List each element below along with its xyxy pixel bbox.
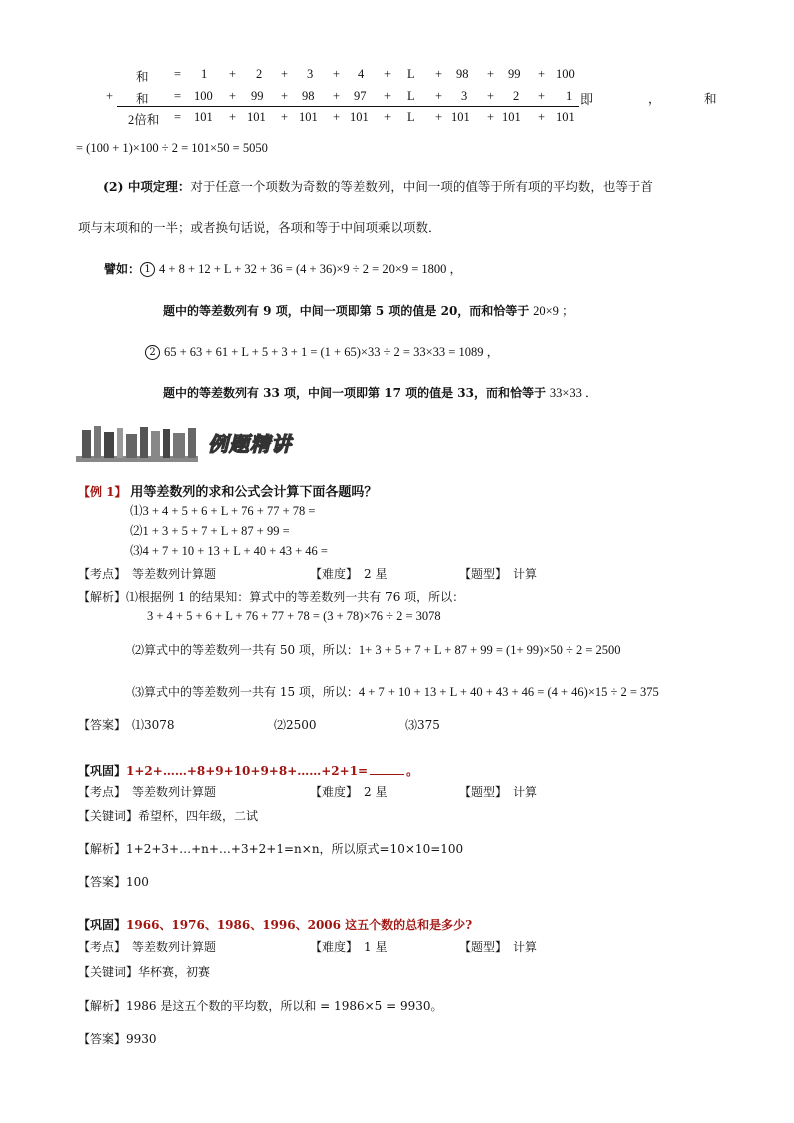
example-label: 譬如： [104,262,141,276]
daan-tag: 【答案】 [78,718,127,732]
example1-item-2: ⑵1 + 3 + 5 + 7 + L + 87 + 99 = [130,524,290,538]
example-note-1-math: 20×9 ； [533,304,575,318]
example1-jiexi-1 [78,588,464,605]
sum-cell: 101 [194,110,213,124]
theorem-label: (2) 中项定理： [103,179,191,194]
answer-blank [370,764,404,775]
nandu-value: 2 星 [364,567,388,581]
sum-cell: L [407,110,415,124]
example1-tag: 【例 1】 [78,485,127,499]
sum-result: = (100 + 1)×100 ÷ 2 = 101×50 = 5050 [76,141,268,155]
sum-divider [117,106,579,107]
theorem-line-2: 项与末项和的一半；或者换句话说，各项和等于中间项乘以项数． [78,220,441,235]
example-note-2-math: 33×33 ． [549,386,598,400]
jiexi-text-2: ⑵算式中的等差数列一共有 50 项，所以： [132,643,359,657]
sum-cell: + [229,67,237,81]
sum-cell: 98 [456,67,469,81]
sum-cell: 101 [451,110,470,124]
sum-cell: 101 [247,110,266,124]
sum-cell: + [333,67,341,81]
gonggu2-jiexi [78,997,443,1014]
example1-jiexi-eq-1: 3 + 4 + 5 + 6 + L + 76 + 77 + 78 = (3 + 78)×76 ÷ 2 = 3078 [147,609,441,623]
tixing-value: 计算 [513,567,538,581]
sum-cell: + [106,89,114,103]
example-eq-2: 65 + 63 + 61 + L + 5 + 3 + 1 = (1 + 65)×33 ÷ 2 = 33×33 = 1089 ， [164,345,500,359]
daan-value-1: ⑴3078 [132,718,175,732]
jiexi-eq-2: 1+ 3 + 5 + 7 + L + 87 + 99 = (1+ 99)×50 ÷ 2 = 2500 [358,643,621,657]
sum-cell: 2倍和 [128,113,160,127]
jiexi-text-1: ⑴根据例 1 的结果知：算式中的等差数列一共有 76 项，所以： [126,590,465,604]
sum-cell: = [174,89,182,103]
gonggu2-answer [78,1030,157,1047]
sum-cell: L [407,89,415,103]
gonggu2-meta [78,938,678,954]
guanjian-tag: 【关键词】 [78,965,139,979]
sum-row-3 [0,110,794,126]
sum-cell: 101 [350,110,369,124]
sum-cell: 和 [136,70,149,84]
gonggu2-keywords [78,963,210,980]
gonggu1-keywords [78,807,258,824]
sum-cell: 2 [256,67,263,81]
sum-cell: + [384,110,392,124]
theorem-text-1: 对于任意一个项数为奇数的等差数列，中间一项的值等于所有项的平均数，也等于首 [190,179,653,194]
jiexi-value: 1986 是这五个数的平均数，所以和 = 1986×5 = 9930。 [126,999,443,1013]
nandu-value: 1 星 [364,940,388,954]
tixing-value: 计算 [513,940,538,954]
jiexi-text-3: ⑶算式中的等差数列一共有 15 项，所以： [132,685,359,699]
example-note-1 [163,301,575,319]
sum-cell: = [174,110,182,124]
sum-cell: 98 [302,89,315,103]
sum-cell: 101 [502,110,521,124]
example1-item-3: ⑶4 + 7 + 10 + 13 + L + 40 + 43 + 46 = [130,544,328,558]
nandu-tag: 【难度】 [310,940,359,954]
circle-one-icon: 1 [140,262,155,277]
jiexi-eq-3: 4 + 7 + 10 + 13 + L + 40 + 43 + 46 = (4 + 46)×15 ÷ 2 = 375 [358,685,659,699]
nandu-value: 2 星 [364,785,388,799]
sum-cell: 99 [508,67,521,81]
gonggu1-question-line [78,762,418,779]
sum-cell: + [229,89,237,103]
gonggu1-tag: 【巩固】 [78,764,127,778]
kaodian-tag: 【考点】 [78,940,127,954]
gonggu2-question: 1966、1976、1986、1996、2006 这五个数的总和是多少? [126,918,473,932]
guanjian-value: 希望杯，四年级，二试 [138,809,259,823]
sum-cell: + [384,89,392,103]
sum-cell: + [538,110,546,124]
daan-value-3: ⑶375 [405,718,440,732]
example1-answer [78,716,678,732]
sum-cell: 101 [556,110,575,124]
tixing-value: 计算 [513,785,538,799]
sum-cell: + [487,67,495,81]
kaodian-value: 等差数列计算题 [132,567,217,581]
sum-row-2 [0,89,794,108]
sum-cell: 2 [513,89,520,103]
sum-comma: ， [648,92,661,106]
daan-tag: 【答案】 [78,1032,127,1046]
sum-cell: + [435,110,443,124]
example-note-2 [163,383,598,401]
gonggu2-question-line [78,916,472,933]
kaodian-value: 等差数列计算题 [132,785,217,799]
example1-meta [78,565,678,581]
example1-jiexi-3 [132,683,659,700]
jiexi-tag: 【解析】 [78,999,127,1013]
sum-cell: 100 [556,67,575,81]
example-line-1 [104,259,462,277]
daan-value-2: ⑵2500 [274,718,317,732]
tixing-tag: 【题型】 [459,940,508,954]
example1-question: 用等差数列的求和公式会计算下面各题吗？ [130,485,378,500]
kaodian-tag: 【考点】 [78,785,127,799]
example1-jiexi-2 [132,641,621,658]
gonggu1-meta [78,783,678,799]
tixing-tag: 【题型】 [459,567,508,581]
sum-cell: + [538,67,546,81]
example-note-1-text: 题中的等差数列有 9 项，中间一项即第 5 项的值是 20，而和恰等于 [163,304,530,318]
example-note-2-text: 题中的等差数列有 33 项，中间一项即第 17 项的值是 33，而和恰等于 [163,386,546,400]
gonggu1-question-end: 。 [406,764,419,778]
sum-cell: + [281,110,289,124]
sum-cell: 1 [566,89,573,103]
sum-tail: 即 [580,93,594,108]
sum-cell: L [407,67,415,81]
sum-row-1 [0,67,794,83]
kaodian-tag: 【考点】 [78,567,127,581]
guanjian-value: 华杯赛，初赛 [138,965,211,979]
sum-cell: 100 [194,89,213,103]
section-banner [76,424,316,464]
gonggu1-jiexi [78,840,463,857]
daan-value: 9930 [126,1032,157,1046]
sum-cell: + [281,89,289,103]
sum-cell: 3 [461,89,468,103]
sum-cell: + [281,67,289,81]
gonggu1-question: 1+2+……+8+9+10+9+8+……+2+1= [126,764,369,778]
daan-tag: 【答案】 [78,875,127,889]
gonggu2-tag: 【巩固】 [78,918,127,932]
sum-cell: 3 [307,67,314,81]
sum-cell: + [487,110,495,124]
example1-item-1: ⑴3 + 4 + 5 + 6 + L + 76 + 77 + 78 = [130,504,316,518]
sum-cell: + [333,89,341,103]
sum-cell: 99 [251,89,264,103]
banner-title: 例题精讲 [208,432,292,456]
example1-question-line [78,481,377,500]
nandu-tag: 【难度】 [310,567,359,581]
sum-cell: + [229,110,237,124]
example-eq-1: 4 + 8 + 12 + L + 32 + 36 = (4 + 36)×9 ÷ 2 = 20×9 = 1800 ， [159,262,463,276]
tixing-tag: 【题型】 [459,785,508,799]
sum-cell: = [174,67,182,81]
sum-cell: 101 [299,110,318,124]
sum-cell: + [435,67,443,81]
sum-he: 和 [704,92,717,106]
sum-cell: + [384,67,392,81]
sum-cell: 和 [136,92,149,106]
circle-two-icon: 2 [145,345,160,360]
sum-cell: 97 [354,89,367,103]
example-line-2 [145,342,499,360]
sum-cell: 4 [358,67,365,81]
daan-value: 100 [126,875,149,889]
kaodian-value: 等差数列计算题 [132,940,217,954]
sum-cell: + [333,110,341,124]
sum-cell: + [487,89,495,103]
jiexi-tag: 【解析】 [78,842,127,856]
sum-cell: + [435,89,443,103]
jiexi-value: 1+2+3+…+n+…+3+2+1=n×n，所以原式=10×10=100 [126,842,464,856]
theorem-line-1 [103,177,653,195]
nandu-tag: 【难度】 [310,785,359,799]
guanjian-tag: 【关键词】 [78,809,139,823]
gonggu1-answer [78,873,149,890]
sum-cell: 1 [201,67,208,81]
sum-cell: + [538,89,546,103]
jiexi-tag: 【解析】 [78,590,127,604]
